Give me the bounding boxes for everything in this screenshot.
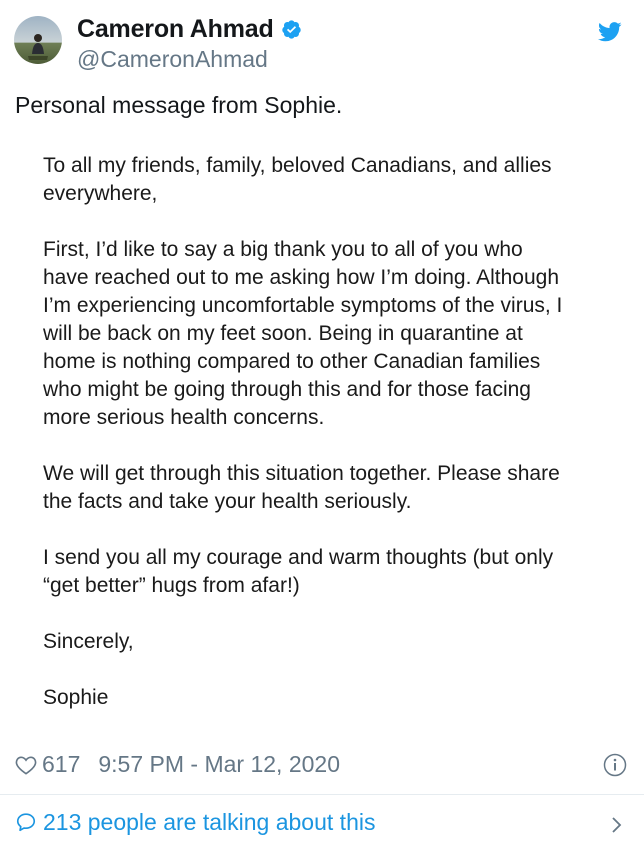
conversation-link[interactable]	[15, 806, 629, 838]
letter-line: We will get through this situation together. Please share	[43, 462, 560, 485]
speech-bubble-icon	[15, 811, 37, 833]
letter-body	[43, 152, 603, 740]
letter-paragraph	[43, 236, 603, 432]
letter-line: home is nothing compared to other Canadian families	[43, 350, 541, 373]
letter-line: the facts and take your health seriously.	[43, 490, 412, 513]
letter-line: Sophie	[43, 686, 109, 709]
letter-line: Sincerely,	[43, 630, 134, 653]
tweet-header	[0, 0, 644, 80]
like-count[interactable]: 617	[42, 750, 81, 777]
avatar[interactable]	[14, 16, 62, 64]
tweet-meta-row	[15, 748, 629, 780]
letter-paragraph	[43, 460, 603, 516]
display-name[interactable]: Cameron Ahmad	[77, 14, 274, 43]
letter-line: will be back on my feet soon. Being in quarantine at	[43, 322, 523, 345]
letter-line: everywhere,	[43, 182, 158, 205]
letter-line: I’m experiencing uncomfortable symptoms of the virus, I	[43, 294, 563, 317]
chevron-right-icon	[611, 813, 623, 831]
letter-line: “get better” hugs from afar!)	[43, 574, 300, 597]
letter-paragraph	[43, 628, 603, 656]
attached-letter-image[interactable]	[15, 140, 629, 730]
verified-badge-icon	[281, 19, 302, 40]
conversation-label: 213 people are talking about this	[43, 808, 376, 835]
author-handle[interactable]: @CameronAhmad	[77, 46, 268, 72]
divider	[0, 794, 644, 795]
avatar-image	[14, 16, 62, 64]
heart-icon[interactable]	[15, 754, 37, 774]
tweet-timestamp[interactable]: 9:57 PM - Mar 12, 2020	[98, 750, 340, 777]
letter-paragraph	[43, 684, 603, 712]
letter-line: have reached out to me asking how I’m doing. Although	[43, 266, 559, 289]
info-icon[interactable]	[603, 753, 627, 777]
letter-paragraph	[43, 152, 603, 208]
letter-line: more serious health concerns.	[43, 406, 325, 429]
letter-line: I send you all my courage and warm thoughts (but only	[43, 546, 554, 569]
author-block	[77, 14, 302, 73]
letter-line: First, I’d like to say a big thank you to all of you who	[43, 238, 523, 261]
letter-line: To all my friends, family, beloved Canadians, and allies	[43, 154, 552, 177]
letter-paragraph	[43, 544, 603, 600]
tweet-text: Personal message from Sophie.	[15, 92, 343, 118]
letter-line: who might be going through this and for those facing	[43, 378, 531, 401]
twitter-bird-icon[interactable]	[598, 22, 622, 42]
